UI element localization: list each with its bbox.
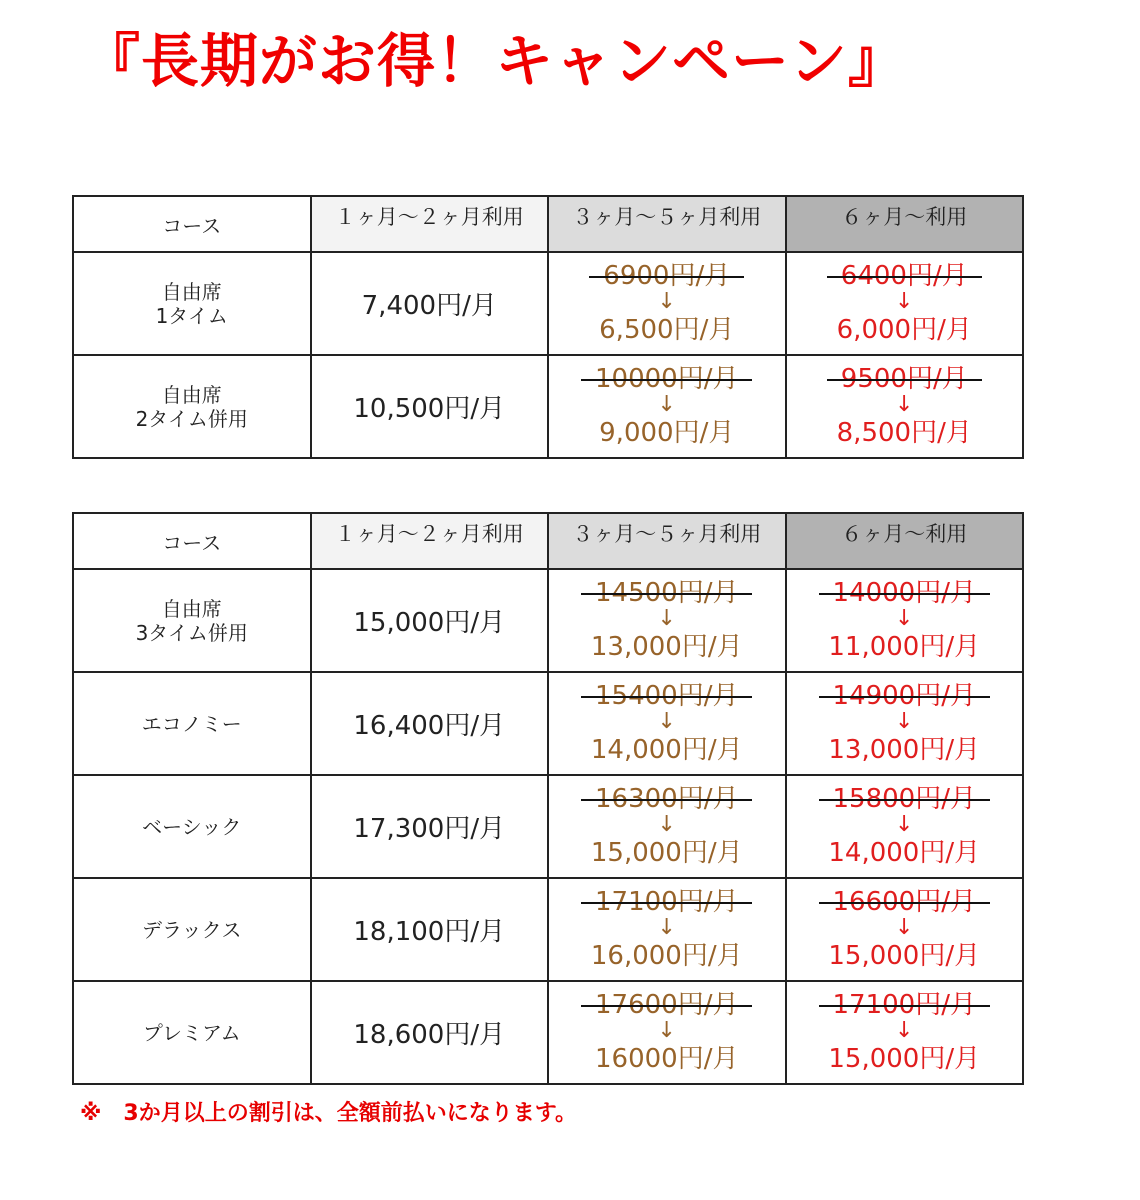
price-cell-1-2-months bbox=[311, 981, 549, 1084]
course-row bbox=[73, 775, 1023, 878]
price-cell-3-month bbox=[786, 981, 1024, 1084]
discounted-price: 14,000円/月 bbox=[590, 734, 743, 765]
original-price: 17100円/月 bbox=[581, 887, 752, 917]
down-arrow-icon: ↓ bbox=[895, 391, 914, 417]
course-name-line: 1タイム bbox=[155, 303, 228, 328]
note-mark: ※ bbox=[80, 1101, 102, 1126]
course-name-line: 3タイム併用 bbox=[135, 620, 248, 645]
course-row bbox=[73, 672, 1023, 775]
base-price: 16,400円/月 bbox=[353, 711, 506, 741]
discount-block bbox=[787, 261, 1023, 347]
discount-block bbox=[549, 261, 785, 347]
course-row bbox=[73, 252, 1023, 355]
course-name-line: 2タイム併用 bbox=[135, 406, 248, 431]
course-cell bbox=[73, 569, 311, 672]
course-name-line: ベーシック bbox=[142, 814, 242, 839]
down-arrow-icon: ↓ bbox=[895, 288, 914, 314]
base-price: 18,600円/月 bbox=[353, 1020, 506, 1050]
price-cell-3-month bbox=[786, 775, 1024, 878]
down-arrow-icon: ↓ bbox=[895, 605, 914, 631]
campaign-title: 『長期がお得！キャンペーン』 bbox=[82, 27, 907, 95]
down-arrow-icon: ↓ bbox=[657, 708, 676, 734]
discount-block bbox=[787, 990, 1023, 1076]
price-cell-2-month bbox=[548, 878, 786, 981]
original-price: 15400円/月 bbox=[581, 681, 752, 711]
down-arrow-icon: ↓ bbox=[895, 914, 914, 940]
original-price: 6900円/月 bbox=[589, 261, 744, 291]
course-row bbox=[73, 981, 1023, 1084]
discount-block bbox=[549, 887, 785, 973]
course-cell bbox=[73, 981, 311, 1084]
discounted-price: 15,000円/月 bbox=[828, 940, 981, 971]
discount-block bbox=[787, 681, 1023, 767]
original-price: 10000円/月 bbox=[581, 364, 752, 394]
price-cell-2-month bbox=[548, 569, 786, 672]
down-arrow-icon: ↓ bbox=[657, 605, 676, 631]
price-cell-1-2-months bbox=[311, 252, 549, 355]
note-text: 3か月以上の割引は、全額前払いになります。 bbox=[123, 1101, 577, 1126]
original-price: 17100円/月 bbox=[819, 990, 990, 1020]
price-table-1 bbox=[72, 195, 1024, 459]
discounted-price: 15,000円/月 bbox=[590, 837, 743, 868]
discount-block bbox=[549, 578, 785, 664]
discounted-price: 9,000円/月 bbox=[599, 417, 735, 448]
discount-block bbox=[787, 364, 1023, 450]
price-cell-2-month bbox=[548, 981, 786, 1084]
down-arrow-icon: ↓ bbox=[895, 1017, 914, 1043]
down-arrow-icon: ↓ bbox=[657, 811, 676, 837]
down-arrow-icon: ↓ bbox=[895, 811, 914, 837]
discounted-price: 16,000円/月 bbox=[590, 940, 743, 971]
discounted-price: 6,500円/月 bbox=[599, 314, 735, 345]
header-row bbox=[73, 513, 1023, 569]
header-1-2-months: １ヶ月～２ヶ月利用 bbox=[311, 513, 549, 569]
original-price: 15800円/月 bbox=[819, 784, 990, 814]
header-3-5-months: ３ヶ月～５ヶ月利用 bbox=[548, 513, 786, 569]
discount-block bbox=[549, 990, 785, 1076]
course-name-line: 自由席 bbox=[161, 596, 222, 621]
original-price: 17600円/月 bbox=[581, 990, 752, 1020]
prepayment-note bbox=[80, 1096, 577, 1127]
base-price: 18,100円/月 bbox=[353, 917, 506, 947]
discounted-price: 11,000円/月 bbox=[828, 631, 981, 662]
discount-block bbox=[787, 578, 1023, 664]
discount-block bbox=[549, 681, 785, 767]
down-arrow-icon: ↓ bbox=[657, 914, 676, 940]
course-name-line: プレミアム bbox=[142, 1020, 241, 1045]
discounted-price: 13,000円/月 bbox=[828, 734, 981, 765]
discounted-price: 16000円/月 bbox=[595, 1043, 739, 1074]
course-name-line: デラックス bbox=[142, 917, 242, 942]
header-row bbox=[73, 196, 1023, 252]
price-cell-3-month bbox=[786, 355, 1024, 458]
course-name-line: 自由席 bbox=[161, 279, 222, 304]
discounted-price: 6,000円/月 bbox=[836, 314, 972, 345]
price-cell-1-2-months bbox=[311, 878, 549, 981]
price-cell-1-2-months bbox=[311, 775, 549, 878]
discount-block bbox=[549, 784, 785, 870]
discount-block bbox=[549, 364, 785, 450]
price-cell-3-month bbox=[786, 252, 1024, 355]
discount-block bbox=[787, 887, 1023, 973]
price-cell-1-2-months bbox=[311, 355, 549, 458]
course-row bbox=[73, 355, 1023, 458]
header-course: コース bbox=[73, 513, 311, 569]
down-arrow-icon: ↓ bbox=[657, 288, 676, 314]
header-course: コース bbox=[73, 196, 311, 252]
discounted-price: 13,000円/月 bbox=[590, 631, 743, 662]
price-cell-3-month bbox=[786, 672, 1024, 775]
course-row bbox=[73, 878, 1023, 981]
discounted-price: 8,500円/月 bbox=[836, 417, 972, 448]
header-6-months-plus: ６ヶ月～利用 bbox=[786, 196, 1024, 252]
course-name-line: エコノミー bbox=[141, 711, 242, 736]
header-1-2-months: １ヶ月～２ヶ月利用 bbox=[311, 196, 549, 252]
price-cell-3-month bbox=[786, 569, 1024, 672]
discounted-price: 14,000円/月 bbox=[828, 837, 981, 868]
base-price: 10,500円/月 bbox=[353, 394, 506, 424]
course-cell bbox=[73, 252, 311, 355]
price-cell-1-2-months bbox=[311, 569, 549, 672]
course-name-line: 自由席 bbox=[161, 382, 222, 407]
course-cell bbox=[73, 355, 311, 458]
down-arrow-icon: ↓ bbox=[657, 1017, 676, 1043]
course-row bbox=[73, 569, 1023, 672]
original-price: 14000円/月 bbox=[819, 578, 990, 608]
original-price: 6400円/月 bbox=[827, 261, 982, 291]
base-price: 7,400円/月 bbox=[361, 291, 497, 321]
price-cell-1-2-months bbox=[311, 672, 549, 775]
price-cell-2-month bbox=[548, 672, 786, 775]
price-cell-2-month bbox=[548, 355, 786, 458]
original-price: 9500円/月 bbox=[827, 364, 982, 394]
course-cell bbox=[73, 878, 311, 981]
course-cell bbox=[73, 672, 311, 775]
price-cell-3-month bbox=[786, 878, 1024, 981]
price-cell-2-month bbox=[548, 775, 786, 878]
header-3-5-months: ３ヶ月～５ヶ月利用 bbox=[548, 196, 786, 252]
original-price: 14900円/月 bbox=[819, 681, 990, 711]
original-price: 14500円/月 bbox=[581, 578, 752, 608]
header-6-months-plus: ６ヶ月～利用 bbox=[786, 513, 1024, 569]
discount-block bbox=[787, 784, 1023, 870]
discounted-price: 15,000円/月 bbox=[828, 1043, 981, 1074]
base-price: 17,300円/月 bbox=[353, 814, 506, 844]
price-table-2 bbox=[72, 512, 1024, 1085]
original-price: 16300円/月 bbox=[581, 784, 752, 814]
down-arrow-icon: ↓ bbox=[657, 391, 676, 417]
price-cell-2-month bbox=[548, 252, 786, 355]
original-price: 16600円/月 bbox=[819, 887, 990, 917]
down-arrow-icon: ↓ bbox=[895, 708, 914, 734]
base-price: 15,000円/月 bbox=[353, 608, 506, 638]
course-cell bbox=[73, 775, 311, 878]
